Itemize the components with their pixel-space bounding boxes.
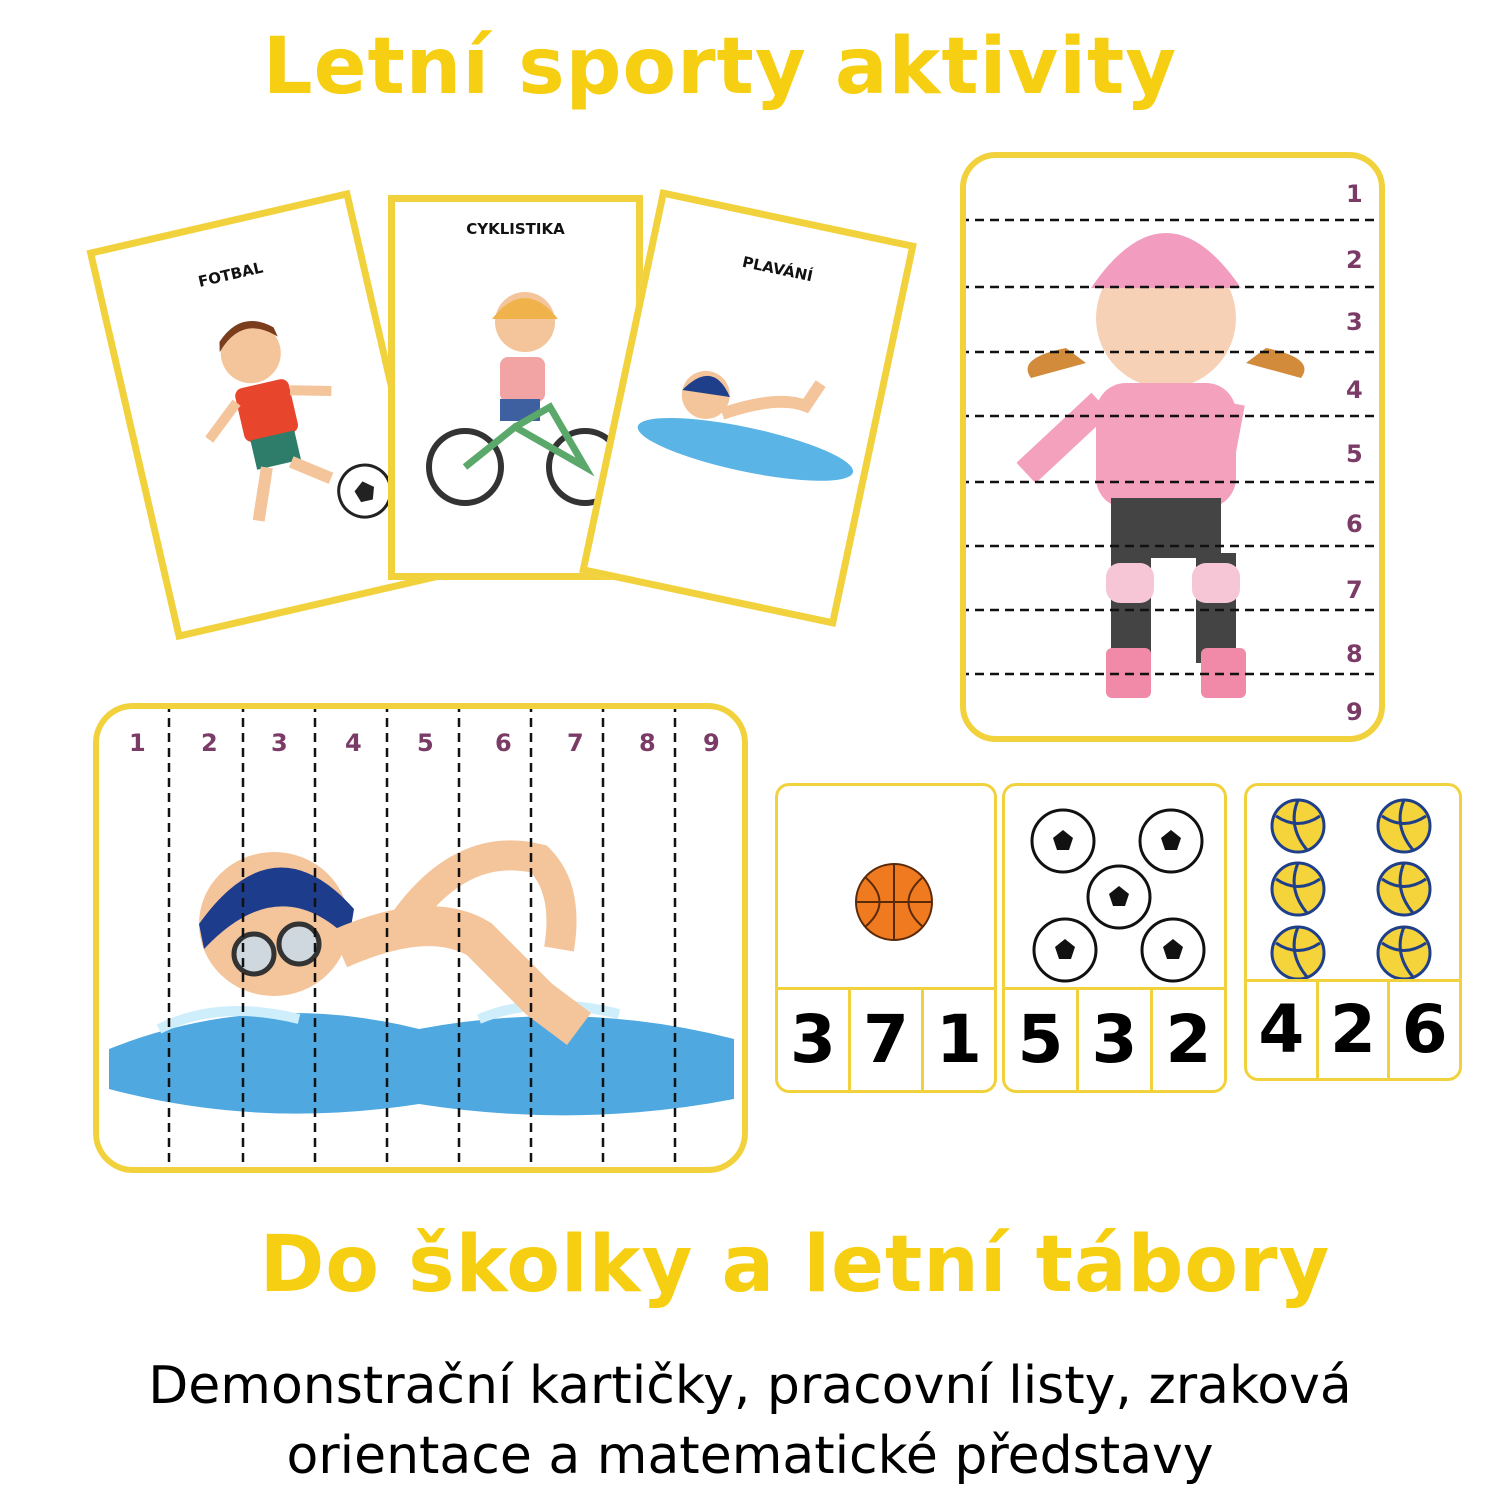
- strip-number: 4: [1346, 376, 1363, 404]
- strip-number: 2: [1346, 246, 1363, 274]
- strip-number: 5: [417, 729, 434, 757]
- answer-option[interactable]: 7: [848, 990, 921, 1090]
- strip-number: 2: [201, 729, 218, 757]
- strip-number: 1: [1346, 180, 1363, 208]
- strip-number: 3: [1346, 308, 1363, 336]
- volleyball-icon: [1247, 786, 1462, 986]
- strip-number: 6: [1346, 510, 1363, 538]
- answer-option[interactable]: 6: [1387, 982, 1459, 1078]
- description-line-1: Demonstrační kartičky, pracovní listy, zraková: [148, 1356, 1352, 1416]
- answer-option[interactable]: 2: [1316, 982, 1388, 1078]
- skater-cut-lines: [960, 152, 1385, 742]
- strip-number: 4: [345, 729, 362, 757]
- description-line-2: orientace a matematické představy: [286, 1426, 1214, 1486]
- flashcard-label: FOTBAL: [196, 258, 265, 291]
- subtitle: Do školky a letní tábory: [259, 1220, 1331, 1310]
- answer-option[interactable]: 3: [1076, 990, 1150, 1090]
- strip-number: 9: [1346, 698, 1363, 726]
- strip-number: 8: [1346, 640, 1363, 668]
- answer-options: [1247, 979, 1459, 1078]
- flashcard-label: CYKLISTIKA: [466, 220, 565, 238]
- answer-options: [1005, 987, 1224, 1090]
- answer-option[interactable]: 1: [921, 990, 994, 1090]
- page-title: Letní sporty aktivity: [262, 22, 1178, 112]
- swimmer-illustration: [620, 327, 874, 512]
- skater-puzzle: [960, 152, 1385, 742]
- strip-number: 6: [495, 729, 512, 757]
- strip-number: 1: [129, 729, 146, 757]
- strip-number: 7: [567, 729, 584, 757]
- counting-card-basketball: [775, 783, 997, 1093]
- answer-option[interactable]: 2: [1150, 990, 1224, 1090]
- answer-option[interactable]: 4: [1258, 991, 1305, 1068]
- flashcard-label: PLAVÁNÍ: [740, 252, 815, 286]
- counting-card-soccer: [1002, 783, 1227, 1093]
- strip-number: 3: [271, 729, 288, 757]
- basketball-icon: [853, 861, 935, 943]
- counting-card-volleyball: [1244, 783, 1462, 1081]
- swimmer-cut-lines: [93, 703, 748, 1173]
- strip-number: 8: [639, 729, 656, 757]
- answer-option[interactable]: 3: [790, 1001, 836, 1078]
- strip-number: 5: [1346, 440, 1363, 468]
- strip-number: 7: [1346, 576, 1363, 604]
- answer-option[interactable]: 5: [1017, 1001, 1064, 1078]
- flashcard-fotbal: [86, 190, 439, 640]
- swimmer-puzzle: [93, 703, 748, 1173]
- answer-options: [778, 987, 994, 1090]
- soccer-ball-icon: [1005, 786, 1227, 986]
- strip-number: 9: [703, 729, 720, 757]
